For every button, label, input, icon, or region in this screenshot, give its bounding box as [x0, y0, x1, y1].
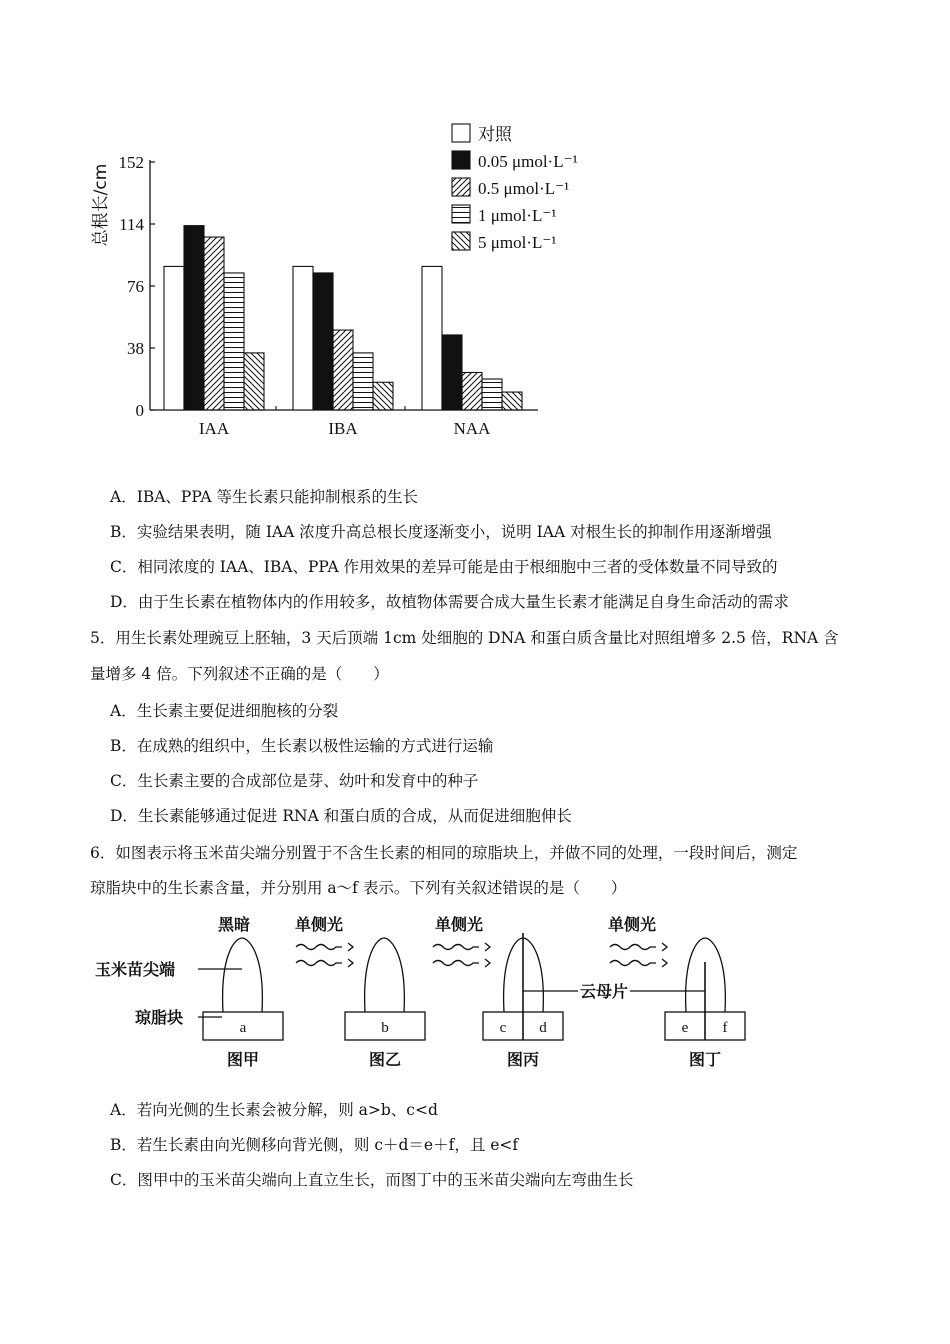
coleoptile-experiment-figure: [90, 905, 770, 1075]
bar-NAA-0: [422, 266, 442, 410]
q6-option-c: C．图甲中的玉米苗尖端向上直立生长，而图丁中的玉米苗尖端向左弯曲生长: [110, 1171, 634, 1189]
bar-IBA-3: [353, 353, 373, 410]
block-c-label: c: [499, 1020, 507, 1036]
panel-ding-label: 图丁: [688, 1050, 722, 1069]
block-d-label: d: [539, 1020, 547, 1036]
bar-IBA-0: [293, 266, 313, 410]
q6-option-a: A．若向光侧的生长素会被分解，则 a>b、c<d: [110, 1101, 438, 1119]
light-arrows-ding: [610, 943, 667, 967]
x-tick-label: NAA: [453, 419, 491, 438]
bar-NAA-2: [462, 372, 482, 410]
dark-label: 黑暗: [218, 915, 251, 934]
bar-IAA-2: [204, 237, 224, 410]
q6-option-b: B．若生长素由向光侧移向背光侧，则 c＋d＝e＋f，且 e<f: [110, 1136, 519, 1154]
q5-option-a: A．生长素主要促进细胞核的分裂: [110, 702, 339, 720]
legend-swatch: [452, 124, 470, 142]
legend-swatch: [452, 178, 470, 196]
legend-label: 5 μmol·L⁻¹: [478, 233, 557, 252]
y-tick-label: 76: [127, 277, 144, 296]
coleoptile-tip-yi: [365, 938, 405, 1012]
bar-IBA-4: [373, 382, 393, 410]
bar-IAA-3: [224, 273, 244, 410]
panel-yi-label: 图乙: [368, 1050, 402, 1069]
q5-stem-line2: 量增多 4 倍。下列叙述不正确的是（ ）: [90, 665, 389, 683]
y-tick-label: 114: [119, 215, 144, 234]
bar-IAA-1: [184, 226, 204, 410]
legend-label: 0.05 μmol·L⁻¹: [478, 152, 578, 171]
root-length-bar-chart: [80, 110, 620, 450]
q4-option-b: B．实验结果表明，随 IAA 浓度升高总根长度逐渐变小，说明 IAA 对根生长的抑制作用逐渐增强: [110, 523, 772, 541]
legend-swatch: [452, 151, 470, 169]
legend-label: 0.5 μmol·L⁻¹: [478, 179, 570, 198]
y-tick-label: 0: [135, 401, 144, 420]
y-tick-label: 38: [127, 339, 144, 358]
bar-NAA-1: [442, 335, 462, 410]
bar-IBA-2: [333, 330, 353, 410]
light-label-ding: 单侧光: [608, 915, 657, 934]
panel-bing-label: 图丙: [506, 1050, 540, 1069]
q5-stem-line1: 5．用生长素处理豌豆上胚轴，3 天后顶端 1cm 处细胞的 DNA 和蛋白质含量比对照组增多 2.5 倍，RNA 含: [90, 629, 839, 647]
light-label-yi: 单侧光: [295, 915, 344, 934]
y-tick-label: 152: [118, 153, 144, 172]
bar-IAA-4: [244, 353, 264, 410]
q4-option-c: C．相同浓度的 IAA、IBA、PPA 作用效果的差异可能是由于根细胞中三者的受体数量不同导致的: [110, 558, 778, 576]
tip-label: 玉米苗尖端: [95, 960, 176, 979]
light-arrows-yi: [296, 943, 353, 967]
block-b-label: b: [381, 1020, 389, 1036]
y-axis-label: 总根长/cm: [91, 163, 111, 247]
panel-jia-label: 图甲: [226, 1050, 260, 1069]
q5-option-b: B．在成熟的组织中，生长素以极性运输的方式进行运输: [110, 737, 494, 755]
chart-legend: [452, 124, 578, 252]
q4-option-a: A．IBA、PPA 等生长素只能抑制根系的生长: [110, 488, 418, 506]
legend-swatch: [452, 205, 470, 223]
q4-option-d: D．由于生长素在植物体内的作用较多，故植物体需要合成大量生长素才能满足自身生命活动的需求: [110, 593, 789, 611]
bar-IAA-0: [164, 266, 184, 410]
x-tick-label: IBA: [328, 419, 358, 438]
light-label-bing: 单侧光: [435, 915, 484, 934]
light-arrows-bing: [433, 943, 490, 967]
bar-IBA-1: [313, 273, 333, 410]
legend-label: 对照: [478, 125, 512, 144]
chart-bars: [164, 226, 522, 410]
coleoptile-tip-jia: [223, 938, 263, 1012]
legend-label: 1 μmol·L⁻¹: [478, 206, 557, 225]
agar-label: 琼脂块: [135, 1008, 184, 1027]
x-tick-label: IAA: [198, 419, 230, 438]
block-a-label: a: [239, 1020, 247, 1036]
legend-swatch: [452, 232, 470, 250]
q5-option-c: C．生长素主要的合成部位是芽、幼叶和发育中的种子: [110, 772, 479, 790]
bar-NAA-4: [502, 392, 522, 410]
q6-stem-line2: 琼脂块中的生长素含量，并分别用 a～f 表示。下列有关叙述错误的是（ ）: [90, 879, 627, 897]
q6-stem-line1: 6．如图表示将玉米苗尖端分别置于不含生长素的相同的琼脂块上，并做不同的处理，一段时间后，测定: [90, 844, 798, 862]
block-e-label: e: [681, 1020, 689, 1036]
mica-label: 云母片: [580, 982, 629, 1001]
bar-NAA-3: [482, 379, 502, 410]
block-f-label: f: [722, 1020, 728, 1036]
q5-option-d: D．生长素能够通过促进 RNA 和蛋白质的合成，从而促进细胞伸长: [110, 807, 572, 825]
